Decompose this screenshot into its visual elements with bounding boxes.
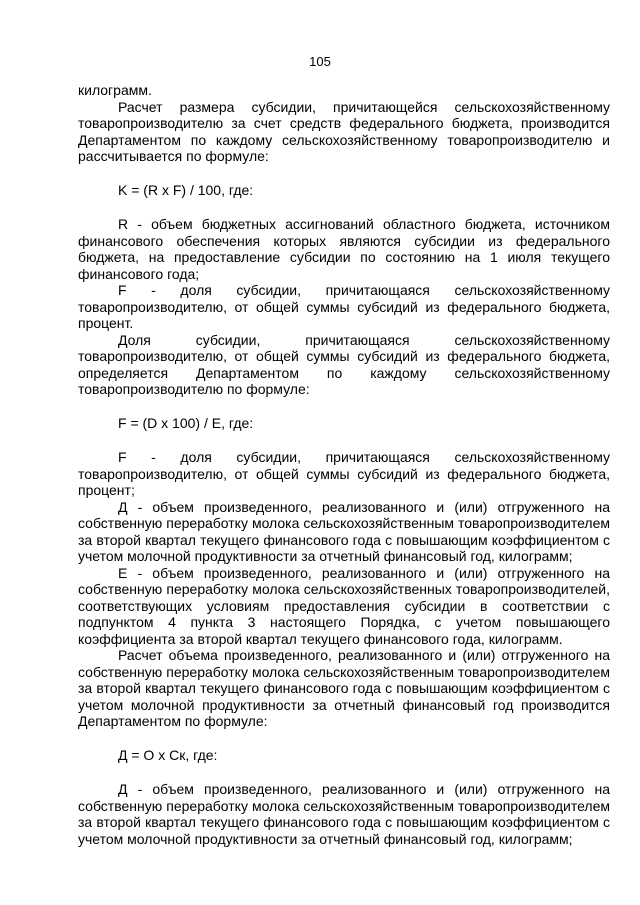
body-paragraph: F - доля субсидии, причитающаяся сельскохозяйственному товаропроизводителю, от общей суммы субсидий из федерального бюджета, процент.	[78, 282, 610, 331]
page-number: 105	[309, 54, 331, 69]
body-paragraph: F - доля субсидии, причитающаяся сельскохозяйственному товаропроизводителю, от общей суммы субсидий из федерального бюджета, процент;	[78, 449, 610, 498]
body-paragraph: Е - объем произведенного, реализованного и (или) отгруженного на собственную переработку молока сельскохозяйственных товаропроизводителей, соответствующих условиям предоставления субсидии в соответствии с подпунктом 4 пункта 3 настоящего Порядка, с учетом повышающего коэффициента за второй квартал текущего финансового года, килограмм.	[78, 564, 610, 647]
formula-line: F = (D x 100) / E, где:	[118, 414, 254, 431]
document-body	[78, 82, 610, 847]
body-paragraph: Д - объем произведенного, реализованного и (или) отгруженного на собственную переработку молока сельскохозяйственным товаропроизводителем за второй квартал текущего финансового года с повышающим коэффициентом с учетом молочной продуктивности за отчетный финансовый год, килограмм;	[78, 498, 610, 564]
body-paragraph: килограмм.	[78, 82, 152, 98]
body-paragraph: Расчет размера субсидии, причитающейся сельскохозяйственному товаропроизводителю за счет средств федерального бюджета, производится Департаментом по каждому сельскохозяйственному товаропроизводителю и рассчитывается по формуле:	[78, 98, 610, 164]
body-paragraph: Д - объем произведенного, реализованного и (или) отгруженного на собственную переработку молока сельскохозяйственным товаропроизводителем за второй квартал текущего финансового года с повышающим коэффициентом с учетом молочной продуктивности за отчетный финансовый год, килограмм;	[78, 781, 610, 847]
body-paragraph: Расчет объема произведенного, реализованного и (или) отгруженного на собственную переработку молока сельскохозяйственным товаропроизводителем за второй квартал текущего финансового года с повышающим коэффициентом с учетом молочной продуктивности за отчетный финансовый год производится Департаментом по формуле:	[78, 647, 610, 729]
body-paragraph: Доля субсидии, причитающаяся сельскохозяйственному товаропроизводителю, от общей суммы субсидий из федерального бюджета, определяется Департаментом по каждому сельскохозяйственному товаропроизводителю по формуле:	[78, 331, 610, 397]
formula-line: Д = О x Ск, где:	[118, 746, 218, 763]
formula-line: K = (R x F) / 100, где:	[118, 181, 254, 198]
body-paragraph: R - объем бюджетных ассигнований областного бюджета, источником финансового обеспечения которых являются субсидии из федерального бюджета, на предоставление субсидии по состоянию на 1 июля текущего финансового года;	[78, 216, 610, 282]
